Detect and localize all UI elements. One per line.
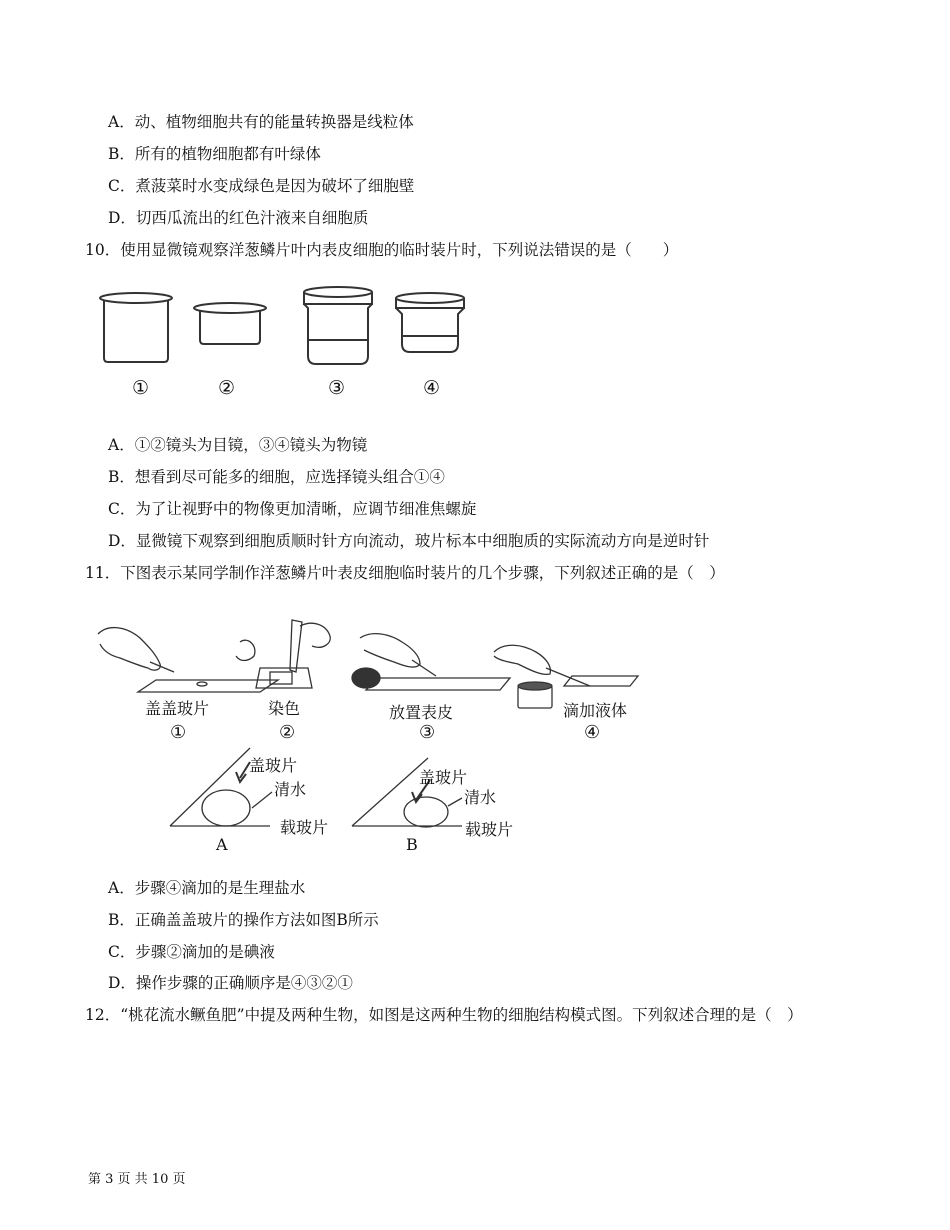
lens-label-1: ① (132, 377, 150, 399)
q11-option-d: D．操作步骤的正确顺序是④③②① (108, 974, 353, 992)
q10-option-d: D．显微镜下观察到细胞质顺时针方向流动，玻片标本中细胞质的实际流动方向是逆时针 (108, 532, 710, 550)
step-3-num: ③ (419, 722, 436, 743)
q12-stem: 12．“桃花流水鳜鱼肥”中提及两种生物，如图是这两种生物的细胞结构模式图。下列叙述合理的是（ ） (85, 1006, 803, 1024)
lens-4-icon (396, 293, 464, 352)
diagram-b-water-label: 清水 (464, 788, 497, 807)
step-1-num: ① (170, 722, 187, 743)
diagram-a-letter: A (216, 835, 228, 854)
tweezers-epidermis-icon (352, 634, 510, 690)
lens-1-icon (100, 293, 172, 362)
q9-option-c: C．煮菠菜时水变成绿色是因为破坏了细胞壁 (108, 177, 415, 195)
q11-stem: 11．下图表示某同学制作洋葱鳞片叶表皮细胞临时装片的几个步骤，下列叙述正确的是（ ） (85, 564, 725, 582)
step-3-label: 放置表皮 (389, 703, 454, 722)
lens-label-3: ③ (328, 377, 346, 399)
lens-2-icon (194, 303, 266, 344)
diagram-a-water-label: 清水 (274, 780, 307, 799)
q9-option-b: B．所有的植物细胞都有叶绿体 (108, 145, 321, 163)
step-4-num: ④ (584, 722, 601, 743)
q11-option-a: A．步骤④滴加的是生理盐水 (108, 879, 306, 897)
lens-3-icon (304, 287, 372, 364)
q10-stem: 10．使用显微镜观察洋葱鳞片叶内表皮细胞的临时装片时，下列说法错误的是（ ） (85, 241, 679, 259)
q11-option-b: B．正确盖盖玻片的操作方法如图B所示 (108, 911, 379, 929)
dropper-stain-icon (236, 620, 330, 688)
diagram-b-letter: B (406, 835, 418, 854)
step-4-label: 滴加液体 (563, 701, 628, 720)
diagram-b-slide-label: 载玻片 (465, 820, 514, 839)
lens-label-4: ④ (423, 377, 441, 399)
step-2-num: ② (279, 722, 296, 743)
q10-option-a: A．①②镜头为目镜，③④镜头为物镜 (108, 436, 368, 454)
step-2-label: 染色 (268, 699, 301, 718)
q9-option-d: D．切西瓜流出的红色汁液来自细胞质 (108, 209, 369, 227)
q9-option-a: A．动、植物细胞共有的能量转换器是线粒体 (108, 113, 414, 131)
page-footer: 第 3 页 共 10 页 (88, 1172, 186, 1187)
hand-cover-glass-icon (98, 628, 278, 692)
q11-option-c: C．步骤②滴加的是碘液 (108, 943, 275, 961)
diagram-a-slide-label: 载玻片 (280, 818, 329, 837)
step-1-label: 盖盖玻片 (145, 699, 210, 718)
diagram-a-cover-glass-label: 盖玻片 (249, 756, 298, 775)
q10-option-c: C．为了让视野中的物像更加清晰，应调节细准焦螺旋 (108, 500, 477, 518)
lens-label-2: ② (218, 377, 236, 399)
diagram-b-cover-glass-label: 盖玻片 (419, 768, 468, 787)
q10-option-b: B．想看到尽可能多的细胞，应选择镜头组合①④ (108, 468, 445, 486)
